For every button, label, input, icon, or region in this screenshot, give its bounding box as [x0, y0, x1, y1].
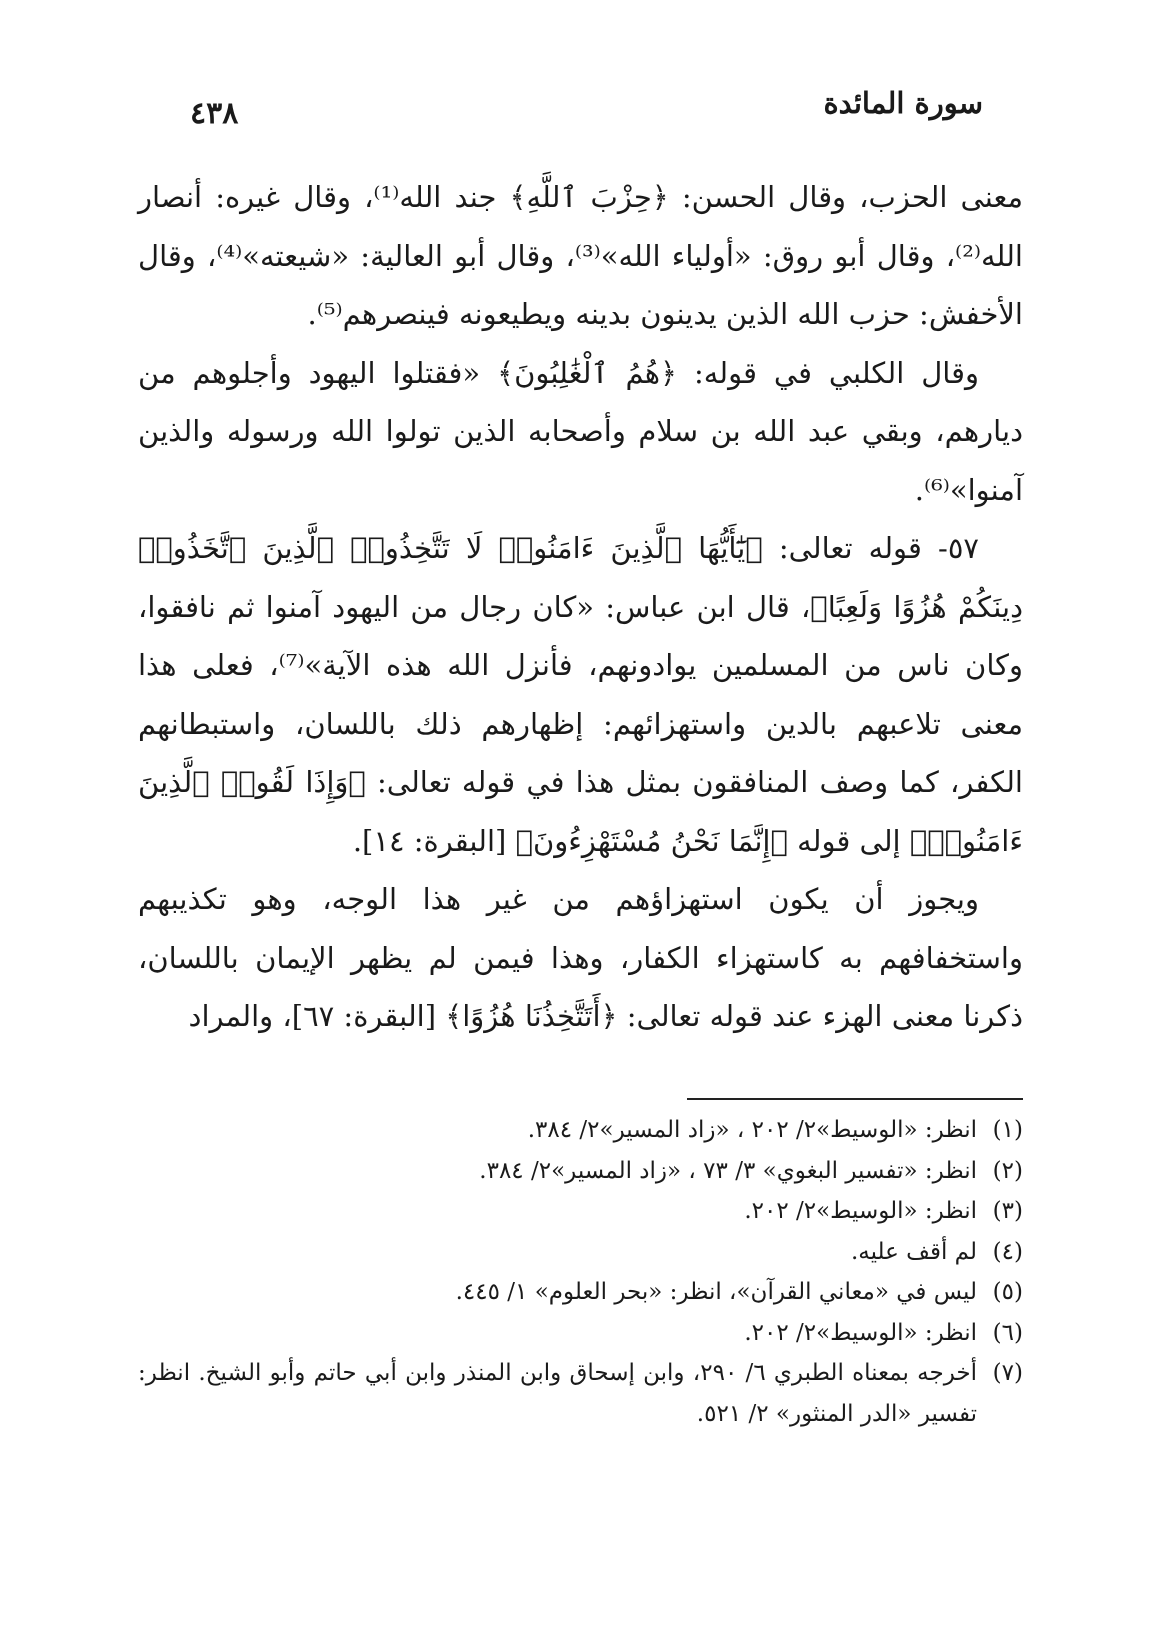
page-header: [190, 78, 983, 131]
footnote-text: انظر: «الوسيط»٢/ ٢٠٢.: [744, 1319, 977, 1346]
footnote-number: (٣): [992, 1198, 1023, 1224]
footnote-number: (٧): [992, 1360, 1023, 1386]
footnote-number: (١): [992, 1117, 1023, 1143]
main-text: [138, 168, 1023, 1046]
footnote-number: (٦): [992, 1319, 1023, 1346]
footnote-number: (٤): [992, 1238, 1023, 1265]
footnote: [138, 1272, 1023, 1313]
footnote-number: (٢): [992, 1157, 1023, 1184]
footnote: [138, 1191, 1023, 1232]
footnote: [138, 1151, 1023, 1192]
footnote-text: انظر: «الوسيط»٢/ ٢٠٢.: [744, 1198, 977, 1224]
paragraph: وقال الكلبي في قوله: ﴿هُمُ ٱلْغَٰلِبُونَ﴾ «فقتلوا اليهود وأجلوهم من ديارهم، وبقي عبد الله بن سلام وأصحابه الذين تولوا الله ورسوله والذين آمنوا»⁽⁶⁾.: [138, 355, 1023, 507]
footnote-text: أخرجه بمعناه الطبري ٦/ ٢٩٠، وابن إسحاق وابن المنذر وابن أبي حاتم وأبو الشيخ. انظر: تفسير «الدر المنثور» ٢/ ٥٢١.: [138, 1360, 977, 1427]
footnote-text: لم أقف عليه.: [850, 1238, 977, 1265]
footnote-number: (٥): [992, 1279, 1023, 1305]
paragraph: ويجوز أن يكون استهزاؤهم من غير هذا الوجه، وهو تكذيبهم واستخفافهم به كاستهزاء الكفار، وهذا فيمن لم يظهر الإيمان باللسان، ذكرنا معنى الهزء عند قوله تعالى: ﴿أَتَتَّخِذُنَا هُزُوًا﴾ [البقرة: ٦٧]، والمراد: [138, 882, 1023, 1033]
footnote: [138, 1110, 1023, 1151]
footnote: [138, 1232, 1023, 1273]
paragraph: معنى الحزب، وقال الحسن: ﴿حِزْبَ ٱللَّهِ﴾ جند الله⁽¹⁾، وقال غيره: أنصار الله⁽²⁾، وقال أبو روق: «أولياء الله»⁽³⁾، وقال أبو العالية: «شيعته»⁽⁴⁾، وقال الأخفش: حزب الله الذين يدينون بدينه ويطيعونه فينصرهم⁽⁵⁾.: [138, 180, 1023, 331]
footnote-text: انظر: «تفسير البغوي» ٣/ ٧٣ ، «زاد المسير»٢/ ٣٨٤.: [479, 1157, 977, 1184]
footnote: [138, 1313, 1023, 1354]
footnote: [138, 1353, 1023, 1434]
footnote-text: ليس في «معاني القرآن»، انظر: «بحر العلوم» ١/ ٤٤٥.: [455, 1279, 977, 1305]
page-number: ٤٣٨: [190, 96, 239, 131]
paragraph: ٥٧- قوله تعالى: ﴿يَٰٓأَيُّهَا ٱلَّذِينَ ءَامَنُوا۟ لَا تَتَّخِذُوا۟ ٱلَّذِينَ ٱتَّخَذُوا۟ دِينَكُمْ هُزُوًا وَلَعِبًا﴾، قال ابن عباس: «كان رجال من اليهود آمنوا ثم نافقوا، وكان ناس من المسلمين يوادونهم، فأنزل الله هذه الآية»⁽⁷⁾، فعلى هذا معنى تلاعبهم بالدين واستهزائهم: إظهارهم ذلك باللسان، واستبطانهم الكفر، كما وصف المنافقون بمثل هذا في قوله تعالى: ﴿وَإِذَا لَقُوا۟ ٱلَّذِينَ ءَامَنُوا۟﴾ إلى قوله ﴿إِنَّمَا نَحْنُ مُسْتَهْزِءُونَ﴾ [البقرة: ١٤].: [138, 531, 1023, 858]
footnotes: [138, 1110, 1023, 1434]
footnote-text: انظر: «الوسيط»٢/ ٢٠٢ ، «زاد المسير»٢/ ٣٨٤.: [527, 1117, 977, 1143]
surah-title: سورة المائدة: [823, 86, 983, 120]
footnote-separator: [687, 1098, 1023, 1100]
